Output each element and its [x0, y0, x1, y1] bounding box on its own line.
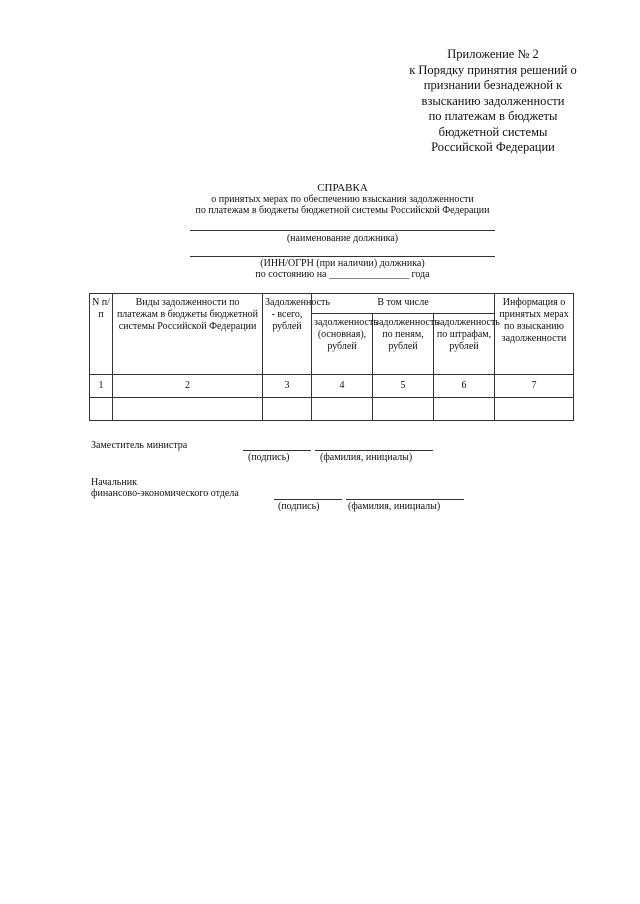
title-line-2: по платежам в бюджеты бюджетной системы Российской Федерации [195, 205, 490, 216]
deputy-signature-line [243, 450, 311, 451]
deputy-name-line [315, 450, 433, 451]
title-line-1: о принятых мерах по обеспечению взыскания задолженности [211, 194, 474, 205]
head-label-line-1: Начальник [91, 477, 137, 488]
debtor-name-line [190, 230, 495, 231]
head-name-caption: (фамилия, инициалы) [348, 501, 441, 512]
appendix-line: взысканию задолженности [421, 93, 565, 108]
table-cell [263, 398, 312, 421]
debt-table [89, 293, 574, 421]
header-penalty-debt: задолженность по пеням, рублей [373, 314, 434, 375]
head-signature-caption: (подпись) [278, 501, 320, 512]
table-cell [434, 398, 495, 421]
head-signature-line [274, 499, 342, 500]
deputy-signature-caption: (подпись) [248, 452, 290, 463]
deputy-minister-label: Заместитель министра [91, 440, 188, 451]
header-debt-total: Задолженность - всего, рублей [263, 294, 312, 375]
table-cell [495, 398, 574, 421]
column-number: 1 [90, 375, 113, 398]
column-number: 6 [434, 375, 495, 398]
debtor-name-caption: (наименование должника) [286, 233, 399, 244]
header-number: N п/п [90, 294, 113, 375]
table-cell [373, 398, 434, 421]
appendix-line: признании безнадежной к [423, 78, 563, 92]
column-number: 4 [312, 375, 373, 398]
appendix-line: по платежам в бюджеты [428, 109, 558, 123]
table-column-numbers [90, 375, 574, 398]
column-number: 2 [113, 375, 263, 398]
table-cell [312, 398, 373, 421]
column-number: 7 [495, 375, 574, 398]
header-including: В том числе [312, 294, 495, 314]
appendix-line: бюджетной системы [438, 124, 548, 139]
appendix-line: Приложение № 2 [447, 47, 539, 61]
inn-caption: (ИНН/ОГРН (при наличии) должника) [260, 258, 425, 269]
column-number: 3 [263, 375, 312, 398]
column-number: 5 [373, 375, 434, 398]
table-row [90, 398, 574, 421]
head-label-line-2: финансово-экономического отдела [91, 488, 239, 499]
appendix-note [398, 47, 588, 156]
head-name-line [346, 499, 464, 500]
appendix-line: к Порядку принятия решений о [409, 62, 577, 77]
inn-line [190, 256, 495, 257]
header-debt-types: Виды задолженности по платежам в бюджеты бюджетной системы Российской Федерации [113, 294, 263, 375]
appendix-line: Российской Федерации [431, 140, 555, 154]
table-header-row [90, 294, 574, 314]
document-title [90, 182, 595, 216]
as-of-date: по состоянию на ________________ года [255, 269, 430, 280]
header-measures-info: Информация о принятых мерах по взысканию задолженности [495, 294, 574, 375]
title-heading: СПРАВКА [317, 182, 368, 194]
table-cell [90, 398, 113, 421]
header-fine-debt: задолженность по штрафам, рублей [434, 314, 495, 375]
deputy-name-caption: (фамилия, инициалы) [320, 452, 413, 463]
table-cell [113, 398, 263, 421]
header-principal-debt: задолженность (основная), рублей [312, 314, 373, 375]
